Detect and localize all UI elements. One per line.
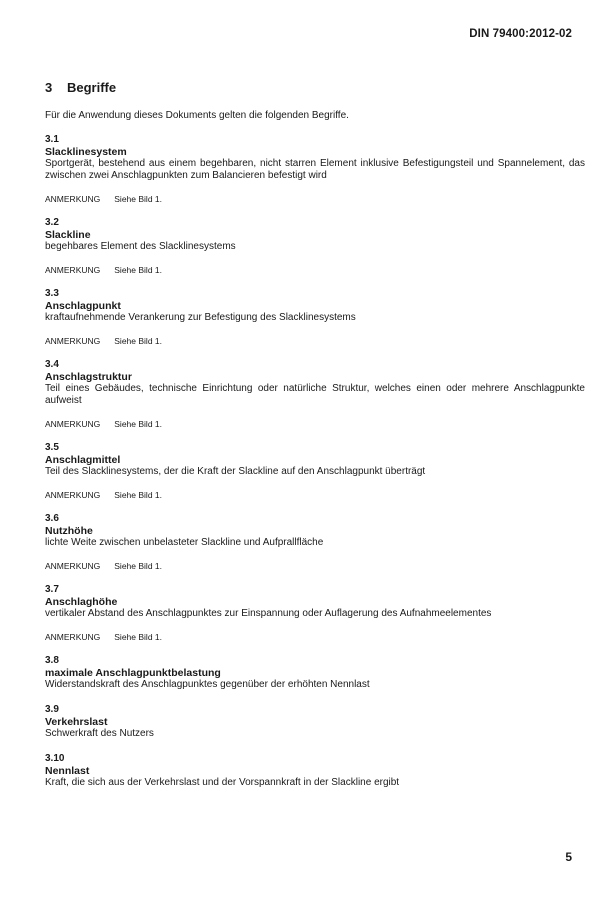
note-label: ANMERKUNG: [45, 265, 101, 275]
term-name: Anschlagpunkt: [45, 300, 121, 312]
term-number: 3.3: [45, 288, 59, 299]
term-note: [45, 561, 585, 571]
term-entry: [45, 359, 585, 429]
note-label: ANMERKUNG: [45, 561, 101, 571]
term-entry: [45, 513, 585, 571]
term-entry: [45, 584, 585, 642]
term-name: Anschlagmittel: [45, 454, 121, 466]
note-label: ANMERKUNG: [45, 490, 101, 500]
term-list: [45, 134, 585, 802]
term-number: 3.7: [45, 584, 59, 595]
term-definition: Sportgerät, bestehend aus einem begehbaren, nicht starren Element inklusive Befestigungsteil und Spannelement, das zwischen zwei Anschlagpunkten zum Balancieren befestigt wird: [45, 158, 585, 181]
page-number: 5: [565, 850, 572, 864]
note-label: ANMERKUNG: [45, 419, 101, 429]
term-name: Anschlaghöhe: [45, 596, 118, 608]
term-definition: Kraft, die sich aus der Verkehrslast und der Vorspannkraft in der Slackline ergibt: [45, 777, 400, 788]
note-reference: Siehe Bild 1.: [114, 419, 162, 429]
term-number: 3.8: [45, 655, 59, 666]
term-entry: [45, 442, 585, 500]
term-note: [45, 194, 585, 204]
intro-text: Für die Anwendung dieses Dokuments gelten die folgenden Begriffe.: [45, 110, 349, 121]
term-definition: vertikaler Abstand des Anschlagpunktes zur Einspannung oder Auflagerung des Aufnahmeelementes: [45, 608, 492, 619]
term-definition: lichte Weite zwischen unbelasteter Slackline und Aufprallfläche: [45, 537, 324, 548]
note-reference: Siehe Bild 1.: [114, 561, 162, 571]
note-reference: Siehe Bild 1.: [114, 490, 162, 500]
term-number: 3.1: [45, 134, 59, 145]
note-reference: Siehe Bild 1.: [114, 194, 162, 204]
section-number: 3: [45, 80, 53, 95]
term-name: Slackline: [45, 229, 91, 241]
note-label: ANMERKUNG: [45, 336, 101, 346]
term-number: 3.6: [45, 513, 59, 524]
term-name: maximale Anschlagpunktbelastung: [45, 667, 221, 679]
note-reference: Siehe Bild 1.: [114, 632, 162, 642]
term-definition: kraftaufnehmende Verankerung zur Befestigung des Slacklinesystems: [45, 312, 356, 323]
term-note: [45, 490, 585, 500]
term-definition: Teil eines Gebäudes, technische Einrichtung oder natürliche Struktur, welches einen oder mehrere Anschlagpunkte aufweist: [45, 383, 585, 406]
term-number: 3.4: [45, 359, 59, 370]
term-note: [45, 632, 585, 642]
term-number: 3.2: [45, 217, 59, 228]
note-reference: Siehe Bild 1.: [114, 265, 162, 275]
note-reference: Siehe Bild 1.: [114, 336, 162, 346]
term-entry: [45, 134, 585, 204]
term-number: 3.9: [45, 704, 59, 715]
term-definition: Widerstandskraft des Anschlagpunktes gegenüber der erhöhten Nennlast: [45, 679, 370, 690]
term-note: [45, 336, 585, 346]
note-label: ANMERKUNG: [45, 632, 101, 642]
term-entry: [45, 217, 585, 275]
term-definition: begehbares Element des Slacklinesystems: [45, 241, 236, 252]
term-name: Anschlagstruktur: [45, 371, 132, 383]
term-note: [45, 419, 585, 429]
term-entry: [45, 704, 585, 740]
term-note: [45, 265, 585, 275]
section-title: Begriffe: [67, 80, 117, 95]
term-name: Slacklinesystem: [45, 146, 127, 158]
term-name: Nennlast: [45, 765, 90, 777]
document-id: DIN 79400:2012-02: [469, 28, 572, 40]
term-number: 3.10: [45, 753, 65, 764]
note-label: ANMERKUNG: [45, 194, 101, 204]
term-entry: [45, 655, 585, 691]
term-definition: Teil des Slacklinesystems, der die Kraft der Slackline auf den Anschlagpunkt überträgt: [45, 466, 426, 477]
section-heading: [45, 80, 116, 95]
term-name: Verkehrslast: [45, 716, 108, 728]
term-definition: Schwerkraft des Nutzers: [45, 728, 154, 739]
term-entry: [45, 753, 585, 789]
term-number: 3.5: [45, 442, 59, 453]
term-name: Nutzhöhe: [45, 525, 93, 537]
term-entry: [45, 288, 585, 346]
